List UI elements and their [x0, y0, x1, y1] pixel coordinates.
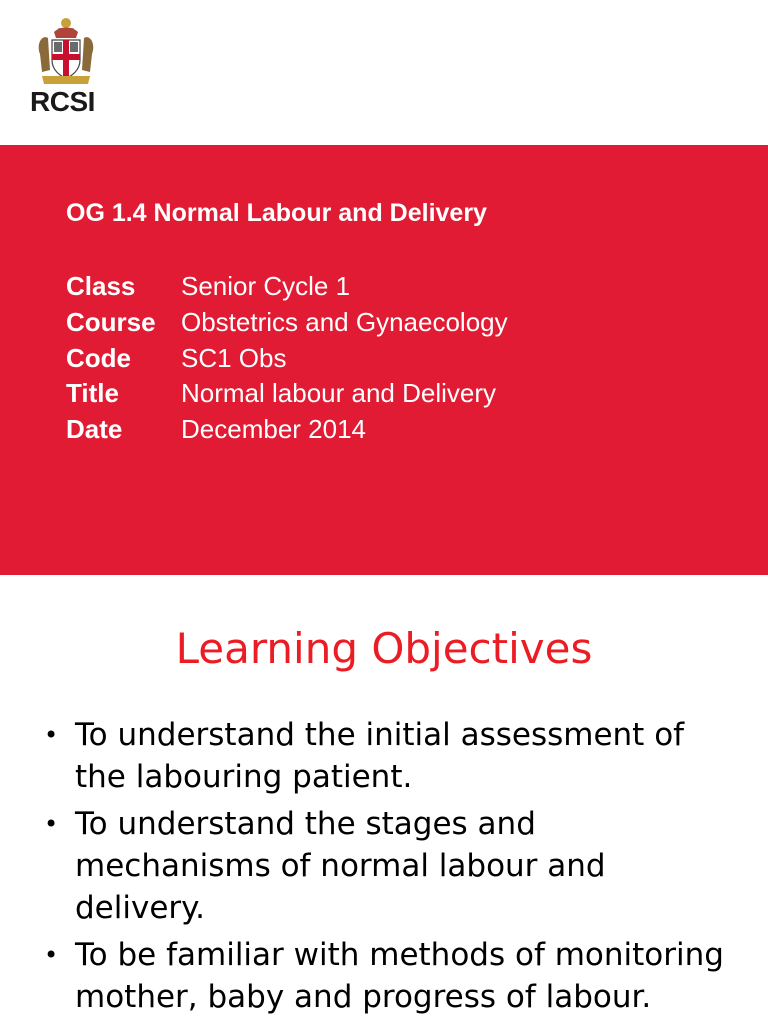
bullet-icon: •: [44, 941, 59, 969]
objectives-list: [0, 714, 768, 1023]
logo-area: [0, 0, 768, 145]
lecture-title: OG 1.4 Normal Labour and Delivery: [66, 199, 487, 227]
meta-row-date: [66, 411, 746, 447]
meta-value: SC1 Obs: [181, 343, 287, 373]
meta-label: Code: [66, 343, 131, 373]
objectives-heading: Learning Objectives: [175, 624, 593, 673]
meta-label: Class: [66, 271, 136, 301]
objective-item: [0, 934, 768, 1018]
meta-value: December 2014: [181, 414, 366, 444]
meta-value: Obstetrics and Gynaecology: [181, 307, 508, 337]
meta-row-code: [66, 340, 746, 376]
bullet-icon: •: [44, 721, 59, 749]
objective-text: To understand the stages and mechanisms of normal labour and delivery.: [75, 806, 606, 926]
meta-row-class: [66, 268, 746, 304]
objective-text: To be familiar with methods of monitoring mother, baby and progress of labour.: [75, 937, 724, 1015]
meta-label: Date: [66, 414, 123, 444]
objective-text: To understand the initial assessment of the labouring patient.: [75, 717, 685, 795]
logo-text: RCSI: [30, 86, 95, 117]
meta-value: Senior Cycle 1: [181, 271, 351, 301]
meta-row-title: [66, 375, 746, 411]
objective-item: [0, 714, 768, 798]
meta-label: Title: [66, 378, 119, 408]
objective-item: [0, 803, 768, 929]
rcsi-crest-icon: [36, 14, 96, 86]
bullet-icon: •: [44, 810, 59, 838]
meta-label: Course: [66, 307, 156, 337]
meta-value: Normal labour and Delivery: [181, 378, 497, 408]
meta-row-course: [66, 304, 746, 340]
